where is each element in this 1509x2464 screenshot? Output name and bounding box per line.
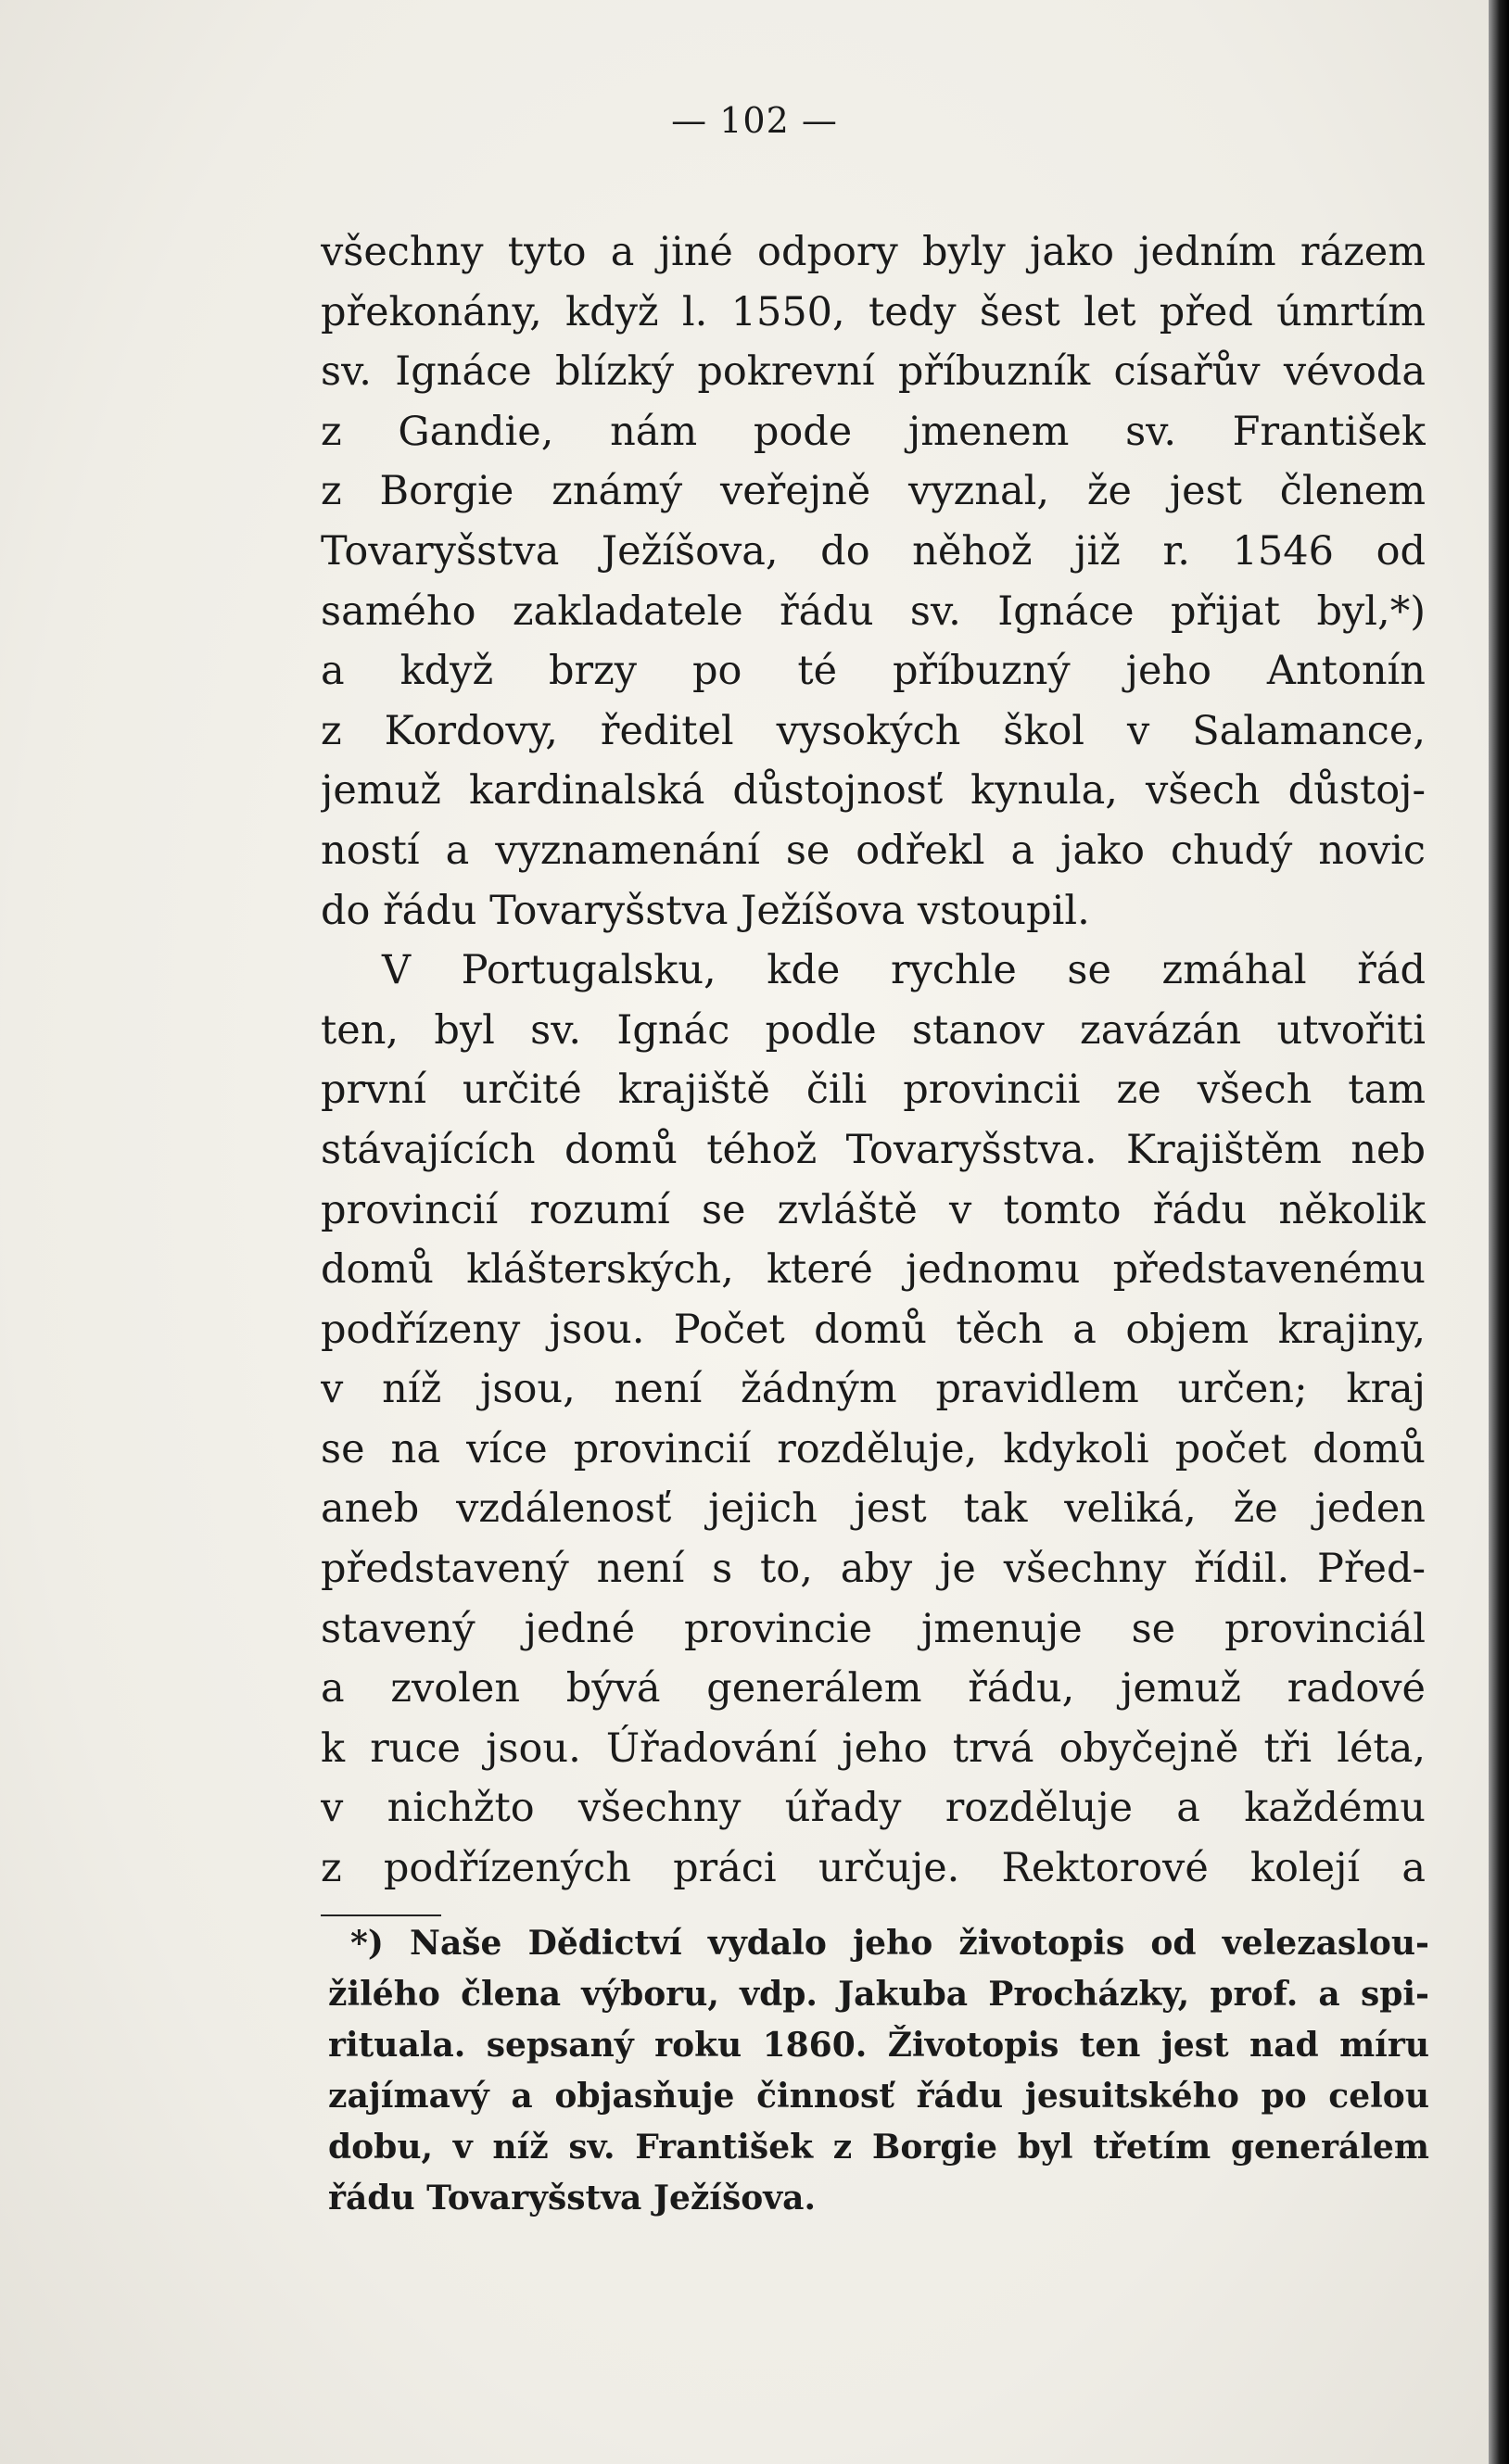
- text-line: k ruce jsou. Úřadování jeho trvá obyčejně tři léta,: [321, 1725, 1426, 1772]
- text-line: jemuž kardinalská důstojnosť kynula, všech důstoj-: [321, 767, 1426, 815]
- text-line: představený není s to, aby je všechny řídil. Před-: [321, 1546, 1426, 1593]
- page-edge-shadow: [1489, 0, 1509, 2464]
- text-line: ností a vyznamenání se odřekl a jako chudý novic: [321, 827, 1426, 874]
- text-line: z Gandie, nám pode jmenem sv. František: [321, 408, 1426, 455]
- text-line: stávajících domů téhož Tovaryšstva. Krajištěm neb: [321, 1126, 1426, 1173]
- text-line: stavený jedné provincie jmenuje se provinciál: [321, 1605, 1426, 1652]
- footnote-line: řádu Tovaryšstva Ježíšova.: [328, 2179, 817, 2218]
- text-line: překonány, když l. 1550, tedy šest let před úmrtím: [321, 288, 1426, 335]
- footnote-line: žilého člena výboru, vdp. Jakuba Procházky, prof. a spi-: [328, 1975, 1429, 2014]
- text-line: aneb vzdálenosť jejich jest tak veliká, že jeden: [321, 1485, 1426, 1533]
- footnote-line: *) Naše Dědictví vydalo jeho životopis od velezaslou-: [350, 1924, 1429, 1963]
- text-line: všechny tyto a jiné odpory byly jako jedním rázem: [321, 229, 1426, 275]
- text-line: v nichžto všechny úřady rozděluje a každému: [321, 1785, 1426, 1832]
- text-line: samého zakladatele řádu sv. Ignáce přijat byl,*): [321, 588, 1426, 635]
- text-line: a zvolen bývá generálem řádu, jemuž radové: [321, 1665, 1426, 1712]
- text-line: ten, byl sv. Ignác podle stanov zavázán utvořiti: [321, 1006, 1426, 1054]
- text-line: provincií rozumí se zvláště v tomto řádu několik: [321, 1186, 1426, 1233]
- footnote-line: rituala. sepsaný roku 1860. Životopis ten jest nad míru: [328, 2026, 1429, 2065]
- footnote-block: [328, 1918, 1429, 2224]
- text-line: domů klášterských, které jednomu představenému: [321, 1246, 1426, 1294]
- text-line: Tovaryšstva Ježíšova, do něhož již r. 1546 od: [321, 527, 1426, 575]
- text-line: do řádu Tovaryšstva Ježíšova vstoupil.: [321, 887, 1090, 934]
- text-line: sv. Ignáce blízký pokrevní příbuzník císařův vévoda: [321, 348, 1426, 396]
- text-line: z Kordovy, ředitel vysokých škol v Salamance,: [321, 707, 1426, 754]
- footnote-divider: [321, 1914, 441, 1916]
- footnote-line: zajímavý a objasňuje činnosť řádu jesuitského po celou: [328, 2077, 1429, 2116]
- footnote-line: dobu, v níž sv. František z Borgie byl třetím generálem: [328, 2128, 1429, 2167]
- page-number-header: — 102 —: [671, 100, 838, 141]
- text-line: první určité krajiště čili provincii ze všech tam: [321, 1067, 1426, 1114]
- body-text: [321, 222, 1426, 1899]
- text-line: podřízeny jsou. Počet domů těch a objem krajiny,: [321, 1306, 1426, 1353]
- text-line: z Borgie známý veřejně vyznal, že jest členem: [321, 468, 1426, 515]
- text-line: se na více provincií rozděluje, kdykoli počet domů: [321, 1425, 1426, 1472]
- text-line: v níž jsou, není žádným pravidlem určen; kraj: [321, 1366, 1426, 1413]
- text-line: z podřízených práci určuje. Rektorové kolejí a: [321, 1845, 1426, 1892]
- text-line: V Portugalsku, kde rychle se zmáhal řád: [382, 947, 1426, 994]
- text-line: a když brzy po té příbuzný jeho Antonín: [321, 648, 1426, 695]
